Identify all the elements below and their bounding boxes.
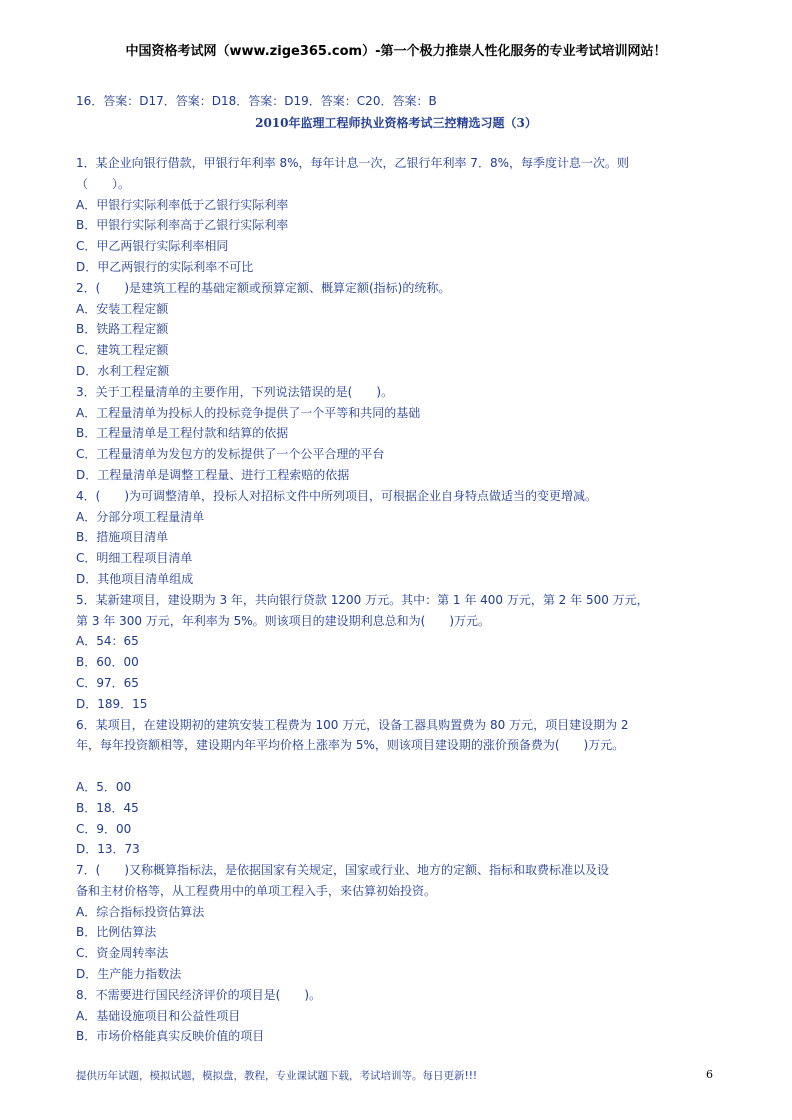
text-line: B．市场价格能真实反映价值的项目 (76, 1029, 265, 1044)
text-line: 3．关于工程量清单的主要作用，下列说法错误的是( )。 (76, 384, 394, 399)
text-line: A．分部分项工程量清单 (76, 509, 205, 524)
text-line: 5．某新建项目，建设期为 3 年，共向银行贷款 1200 万元。其中：第 1 年 400 万元，第 2 年 500 万元， (76, 592, 649, 607)
text-line: B．60．00 (76, 655, 139, 670)
text-line (76, 756, 722, 777)
text-line: B．甲银行实际利率高于乙银行实际利率 (76, 218, 289, 233)
text-line: C．资金周转率法 (76, 946, 169, 961)
text-line: B．措施项目清单 (76, 530, 169, 545)
text-line: A．甲银行实际利率低于乙银行实际利率 (76, 197, 289, 212)
text-line: D．工程量清单是调整工程量、进行工程索赔的依据 (76, 467, 350, 482)
page-number: 6 (706, 1068, 713, 1081)
text-line: D．189．15 (76, 696, 148, 711)
text-line: A．54：65 (76, 634, 139, 649)
section-title: 2010年监理工程师执业资格考试三控精选习题（3） (255, 116, 537, 130)
site-header: 中国资格考试网（www.zige365.com）-第一个极力推崇人性化服务的专业考试培训网站！ (125, 44, 667, 59)
text-line: C．工程量清单为发包方的发标提供了一个公平合理的平台 (76, 447, 385, 462)
text-line: 备和主材价格等，从工程费用中的单项工程入手，来估算初始投资。 (76, 883, 437, 898)
text-line: 2．( )是建筑工程的基础定额或预算定额、概算定额(指标)的统称。 (76, 280, 451, 295)
text-line: D．水利工程定额 (76, 363, 170, 378)
text-line: D．甲乙两银行的实际利率不可比 (76, 259, 254, 274)
text-line: B．18．45 (76, 800, 139, 815)
text-line: B．比例估算法 (76, 925, 157, 940)
text-line: B．工程量清单是工程付款和结算的依据 (76, 426, 289, 441)
text-line: 6．某项目，在建设期初的建筑安装工程费为 100 万元，设备工器具购置费为 80 万元，项目建设期为 2 (76, 717, 629, 732)
text-line: 7．( )又称概算指标法，是依据国家有关规定，国家或行业、地方的定额、指标和取费标准以及设 (76, 863, 610, 878)
text-line: C．建筑工程定额 (76, 343, 169, 358)
text-line: A．5．00 (76, 779, 132, 794)
text-line: B．铁路工程定额 (76, 322, 169, 337)
text-line: 4．( )为可调整清单，投标人对招标文件中所列项目，可根据企业自身特点做适当的变更增减。 (76, 488, 598, 503)
text-line: A．工程量清单为投标人的投标竞争提供了一个平等和共同的基础 (76, 405, 421, 420)
text-line: （ ）。 (76, 176, 131, 191)
text-line: D．生产能力指数法 (76, 967, 182, 982)
page-footer: 提供历年试题，模拟试题，模拟盘，教程，专业课试题下载，考试培训等。每日更新!!! (76, 1070, 478, 1082)
text-line: 1．某企业向银行借款，甲银行年利率 8%，每年计息一次，乙银行年利率 7．8%，每季度计息一次。则 (76, 156, 629, 170)
text-line: D．其他项目清单组成 (76, 571, 194, 586)
text-line: D．13．73 (76, 842, 140, 857)
text-line: A．综合指标投资估算法 (76, 904, 205, 919)
text-line: C．甲乙两银行实际利率相同 (76, 239, 229, 254)
text-line: A．安装工程定额 (76, 301, 169, 316)
text-line: 第 3 年 300 万元，年利率为 5%。则该项目的建设期利息总和为( )万元。 (76, 613, 491, 628)
answers-line: 16．答案：D17．答案：D18．答案：D19．答案：C20．答案：B (76, 94, 437, 108)
text-line: 年，每年投资额相等，建设期内年平均价格上涨率为 5%，则该项目建设期的涨价预备费为( )万元。 (76, 738, 625, 753)
text-line: C．97．65 (76, 675, 139, 690)
text-line: A．基础设施项目和公益性项目 (76, 1008, 241, 1023)
text-line: 8．不需要进行国民经济评价的项目是( )。 (76, 987, 321, 1002)
question-body (76, 153, 722, 1047)
text-line: C．明细工程项目清单 (76, 551, 193, 566)
text-line: C．9．00 (76, 821, 132, 836)
